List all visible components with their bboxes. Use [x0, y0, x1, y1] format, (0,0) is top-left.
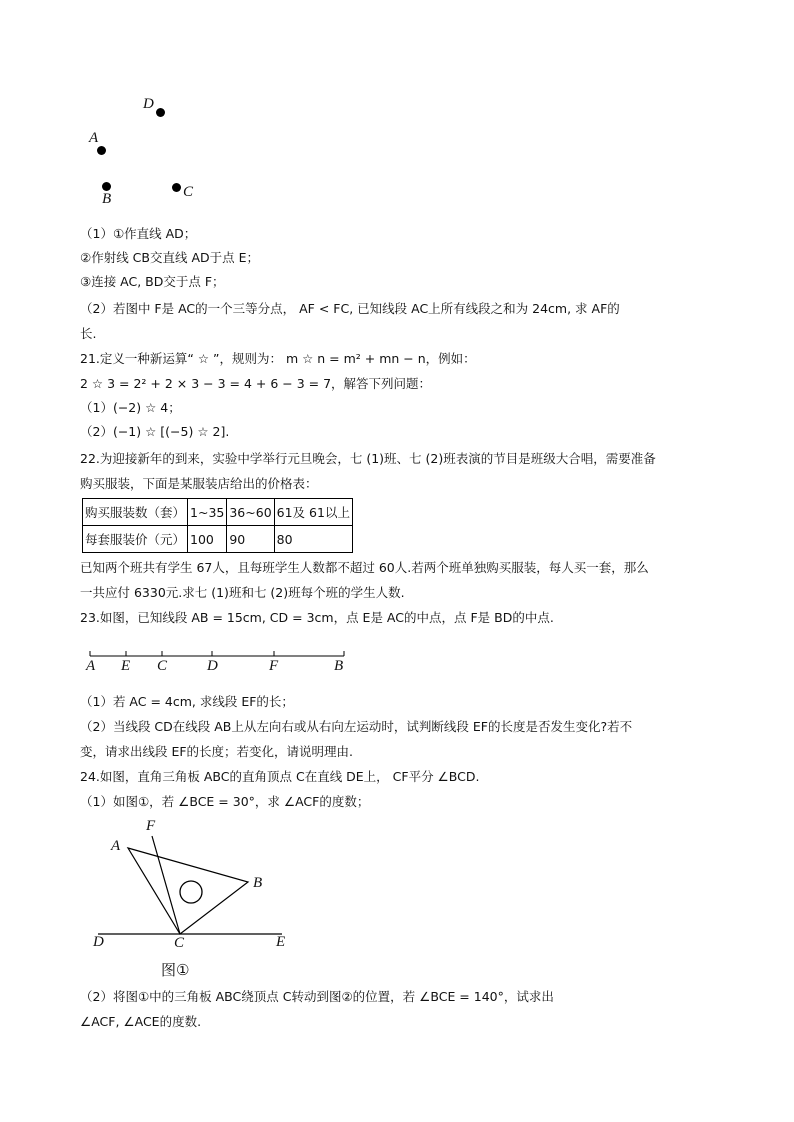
q20-part1-step3: ③连接 AC, BD交于点 F；: [80, 274, 225, 289]
point-label-a: A: [89, 130, 99, 146]
q21-line1: 21.定义一种新运算“ ☆ ”，规则为： m ☆ n = m² + mn − n，例如：: [80, 351, 476, 366]
q24-part1: （1）如图①，若 ∠BCE = 30°，求 ∠ACF的度数；: [80, 794, 370, 809]
q20-part1-step1: [80, 224, 196, 244]
q20-part2-line1: （2）若图中 F是 AC的一个三等分点， AF < FC, 已知线段 AC上所有线段之和为 24cm, 求 AF的: [80, 301, 620, 316]
figure-caption: 图①: [161, 961, 190, 979]
price-table-cell: 36~60: [227, 499, 274, 526]
tri-label-f: F: [146, 818, 156, 834]
tri-label-d: D: [93, 934, 104, 950]
price-table-cell: 1~35: [188, 499, 227, 526]
segment-label-a: A: [86, 658, 96, 674]
price-table-row: [83, 499, 353, 526]
q20-part1-head: （1）: [80, 226, 113, 241]
tri-label-e: E: [276, 934, 286, 950]
price-table-cell: 90: [227, 526, 274, 553]
price-table-cell: 100: [188, 526, 227, 553]
segment-label-d: D: [207, 658, 218, 674]
price-table-cell: 80: [274, 526, 352, 553]
ray-cf: [152, 836, 180, 934]
point-label-c: C: [183, 184, 194, 200]
price-table: [82, 498, 353, 553]
point-a: [97, 146, 106, 155]
q23-part1: （1）若 AC = 4cm, 求线段 EF的长；: [80, 694, 294, 709]
tri-label-a: A: [111, 838, 121, 854]
segment-label-c: C: [157, 658, 168, 674]
triangle-hole: [180, 881, 202, 903]
q22-line3: 已知两个班共有学生 67人，且每班学生人数都不超过 60人.若两个班单独购买服装，每人买一套，那么: [80, 560, 649, 575]
q21-line2: 2 ☆ 3 = 2² + 2 × 3 − 3 = 4 + 6 − 3 = 7，解答下列问题：: [80, 376, 432, 391]
point-c: [172, 183, 181, 192]
point-b: [102, 182, 111, 191]
price-table-header-price: 每套服装价（元）: [83, 526, 188, 553]
q20-part1-step1-text: ①作直线 AD；: [112, 226, 197, 241]
q20-part1-step2: ②作射线 CB交直线 AD于点 E；: [80, 250, 260, 265]
segment-label-e: E: [121, 658, 131, 674]
price-table-row: [83, 526, 353, 553]
segment-label-b: B: [334, 658, 344, 674]
q20-part2-line2: 长.: [80, 326, 97, 341]
q24-line1: 24.如图，直角三角板 ABC的直角顶点 C在直线 DE上， CF平分 ∠BCD.: [80, 769, 480, 784]
triangle-diagram: [90, 818, 300, 948]
q22-line4: 一共应付 6330元.求七 (1)班和七 (2)班每个班的学生人数.: [80, 585, 405, 600]
point-d: [156, 108, 165, 117]
point-label-b: B: [102, 191, 112, 207]
q23-part2-line1: （2）当线段 CD在线段 AB上从左向右或从右向左运动时，试判断线段 EF的长度是否发生变化?若不: [80, 719, 633, 734]
q24-part2-line2: ∠ACF, ∠ACE的度数.: [80, 1014, 202, 1029]
q24-part2-line1: （2）将图①中的三角板 ABC绕顶点 C转动到图②的位置，若 ∠BCE = 140°，试求出: [80, 989, 554, 1004]
triangle-abc: [128, 848, 248, 934]
price-table-header-quantity: 购买服装数（套）: [83, 499, 188, 526]
q22-line2: 购买服装，下面是某服装店给出的价格表：: [80, 476, 318, 491]
q23-line1: 23.如图，已知线段 AB = 15cm, CD = 3cm，点 E是 AC的中点，点 F是 BD的中点.: [80, 610, 554, 625]
q23-part2-line2: 变，请求出线段 EF的长度；若变化，请说明理由.: [80, 744, 354, 759]
tri-label-c: C: [174, 935, 185, 951]
q22-line1: 22.为迎接新年的到来，实验中学举行元旦晚会，七 (1)班、七 (2)班表演的节目是班级大合唱，需要准备: [80, 451, 656, 466]
q21-part1: （1）(−2) ☆ 4；: [80, 400, 181, 415]
q21-part2: （2）(−1) ☆ [(−5) ☆ 2].: [80, 424, 230, 439]
tri-label-b: B: [253, 875, 263, 891]
segment-label-f: F: [269, 658, 279, 674]
point-label-d: D: [143, 96, 154, 112]
price-table-cell: 61及 61以上: [274, 499, 352, 526]
